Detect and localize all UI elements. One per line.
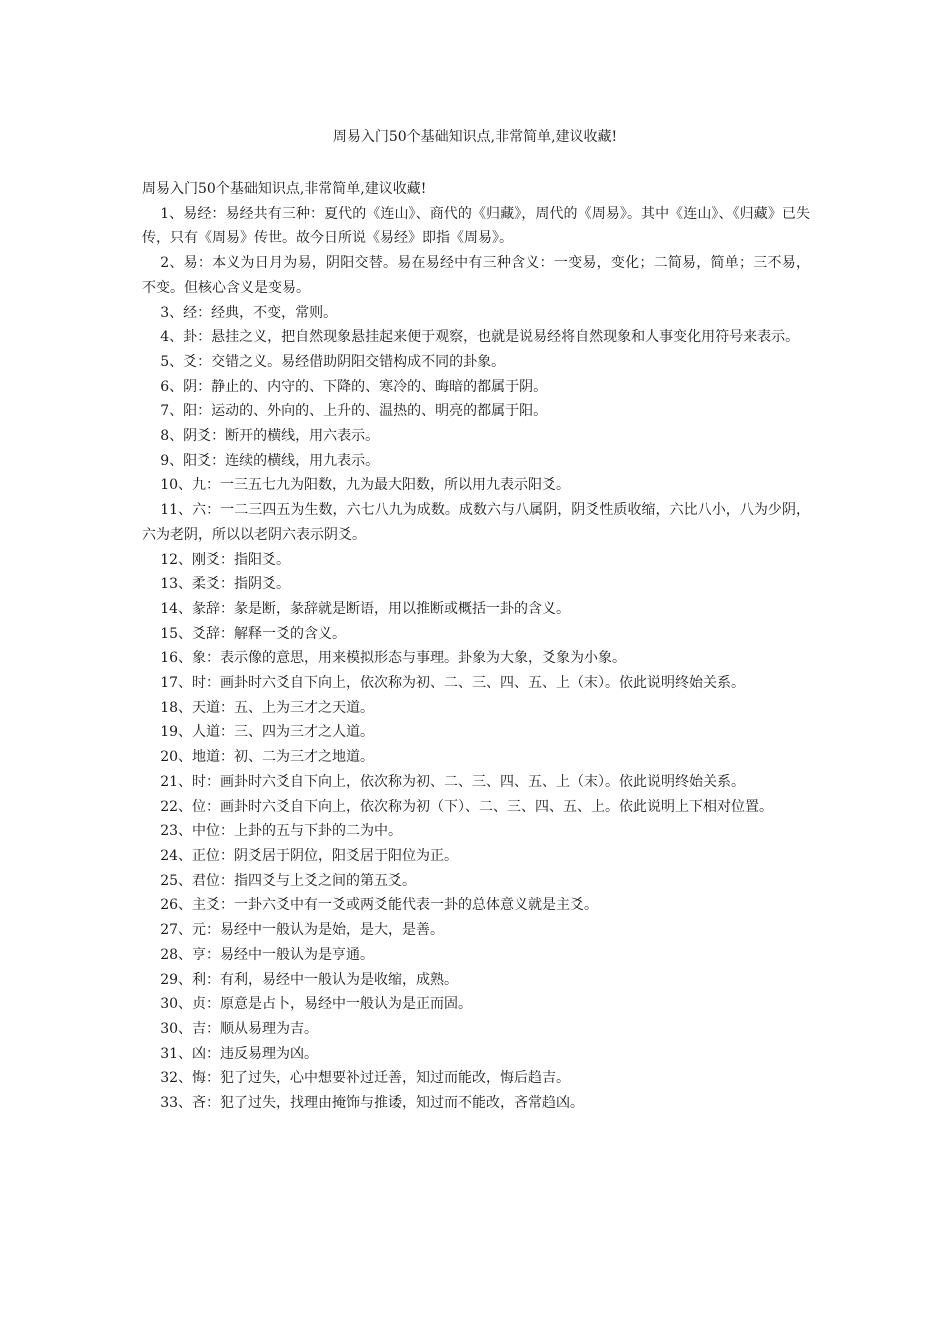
list-item: 18、天道：五、上为三才之天道。 — [160, 699, 375, 716]
list-item: 6、阴：静止的、内守的、下降的、寒冷的、晦暗的都属于阴。 — [160, 378, 548, 395]
list-item: 27、元：易经中一般认为是始，是大，是善。 — [160, 922, 445, 939]
list-item: 24、正位：阴爻居于阴位，阳爻居于阳位为正。 — [160, 847, 459, 864]
list-item: 9、阳爻：连续的横线，用九表示。 — [160, 452, 380, 469]
list-item: 4、卦：悬挂之义，把自然现象悬挂起来便于观察，也就是说易经将自然现象和人事变化用符号来表示。 — [160, 329, 800, 346]
list-item: 2、易：本义为日月为易，阴阳交替。易在易经中有三种含义：一变易，变化；二简易，简单；三不易，不变。但核心含义是变易。 — [142, 255, 810, 296]
list-item: 30、吉：顺从易理为吉。 — [160, 1020, 319, 1037]
list-item: 21、时：画卦时六爻自下向上，依次称为初、二、三、四、五、上（末）。依此说明终始关系。 — [160, 773, 745, 790]
list-item: 3、经：经典，不变，常则。 — [160, 304, 338, 321]
list-item: 17、时：画卦时六爻自下向上，依次称为初、二、三、四、五、上（末）。依此说明终始关系。 — [160, 675, 745, 692]
list-item: 29、利：有利，易经中一般认为是收缩，成熟。 — [160, 971, 459, 988]
list-item: 10、九：一三五七九为阳数，九为最大阳数，所以用九表示阳爻。 — [160, 477, 571, 494]
list-item: 30、贞：原意是占卜，易经中一般认为是正而固。 — [160, 996, 473, 1013]
list-item: 13、柔爻：指阴爻。 — [160, 576, 291, 593]
document-body — [142, 177, 810, 1116]
list-item: 25、君位：指四爻与上爻之间的第五爻。 — [160, 872, 417, 889]
list-item: 33、吝：犯了过失，找理由掩饰与推诿，知过而不能改，吝常趋凶。 — [160, 1095, 585, 1112]
list-item: 14、彖辞：彖是断，彖辞就是断语，用以推断或概括一卦的含义。 — [160, 600, 571, 617]
list-item: 31、凶：违反易理为凶。 — [160, 1045, 319, 1062]
list-item: 15、爻辞：解释一爻的含义。 — [160, 625, 347, 642]
list-item: 11、六：一二三四五为生数，六七八九为成数。成数六与八属阴，阴爻性质收缩，六比八小，八为少阴，六为老阴，所以以老阴六表示阴爻。 — [142, 502, 810, 543]
list-item: 22、位：画卦时六爻自下向上，依次称为初（下）、二、三、四、五、上。依此说明上下相对位置。 — [160, 798, 773, 815]
list-item: 12、刚爻：指阳爻。 — [160, 551, 291, 568]
list-item: 16、象：表示像的意思，用来模拟形态与事理。卦象为大象，爻象为小象。 — [160, 650, 626, 667]
list-item: 1、易经：易经共有三种：夏代的《连山》、商代的《归藏》，周代的《周易》。其中《连山》、《归藏》已失传，只有《周易》传世。故今日所说《易经》即指《周易》。 — [142, 205, 810, 247]
document-subtitle: 周易入门50个基础知识点,非常简单,建议收藏! — [142, 181, 427, 197]
list-item: 7、阳：运动的、外向的、上升的、温热的、明亮的都属于阳。 — [160, 403, 548, 420]
list-item: 8、阴爻：断开的横线，用六表示。 — [160, 428, 380, 445]
page-title: 周易入门50个基础知识点,非常简单,建议收藏! — [332, 129, 618, 145]
list-item: 19、人道：三、四为三才之人道。 — [160, 724, 375, 741]
list-item: 26、主爻：一卦六爻中有一爻或两爻能代表一卦的总体意义就是主爻。 — [160, 897, 599, 914]
list-item: 32、悔：犯了过失，心中想要补过迁善，知过而能改，悔后趋吉。 — [160, 1070, 571, 1087]
list-item: 20、地道：初、二为三才之地道。 — [160, 749, 375, 766]
list-item: 28、亨：易经中一般认为是亨通。 — [160, 946, 375, 963]
knowledge-point-list — [142, 202, 810, 1116]
list-item: 23、中位：上卦的五与下卦的二为中。 — [160, 823, 403, 840]
list-item: 5、爻：交错之义。易经借助阴阳交错构成不同的卦象。 — [160, 353, 506, 370]
